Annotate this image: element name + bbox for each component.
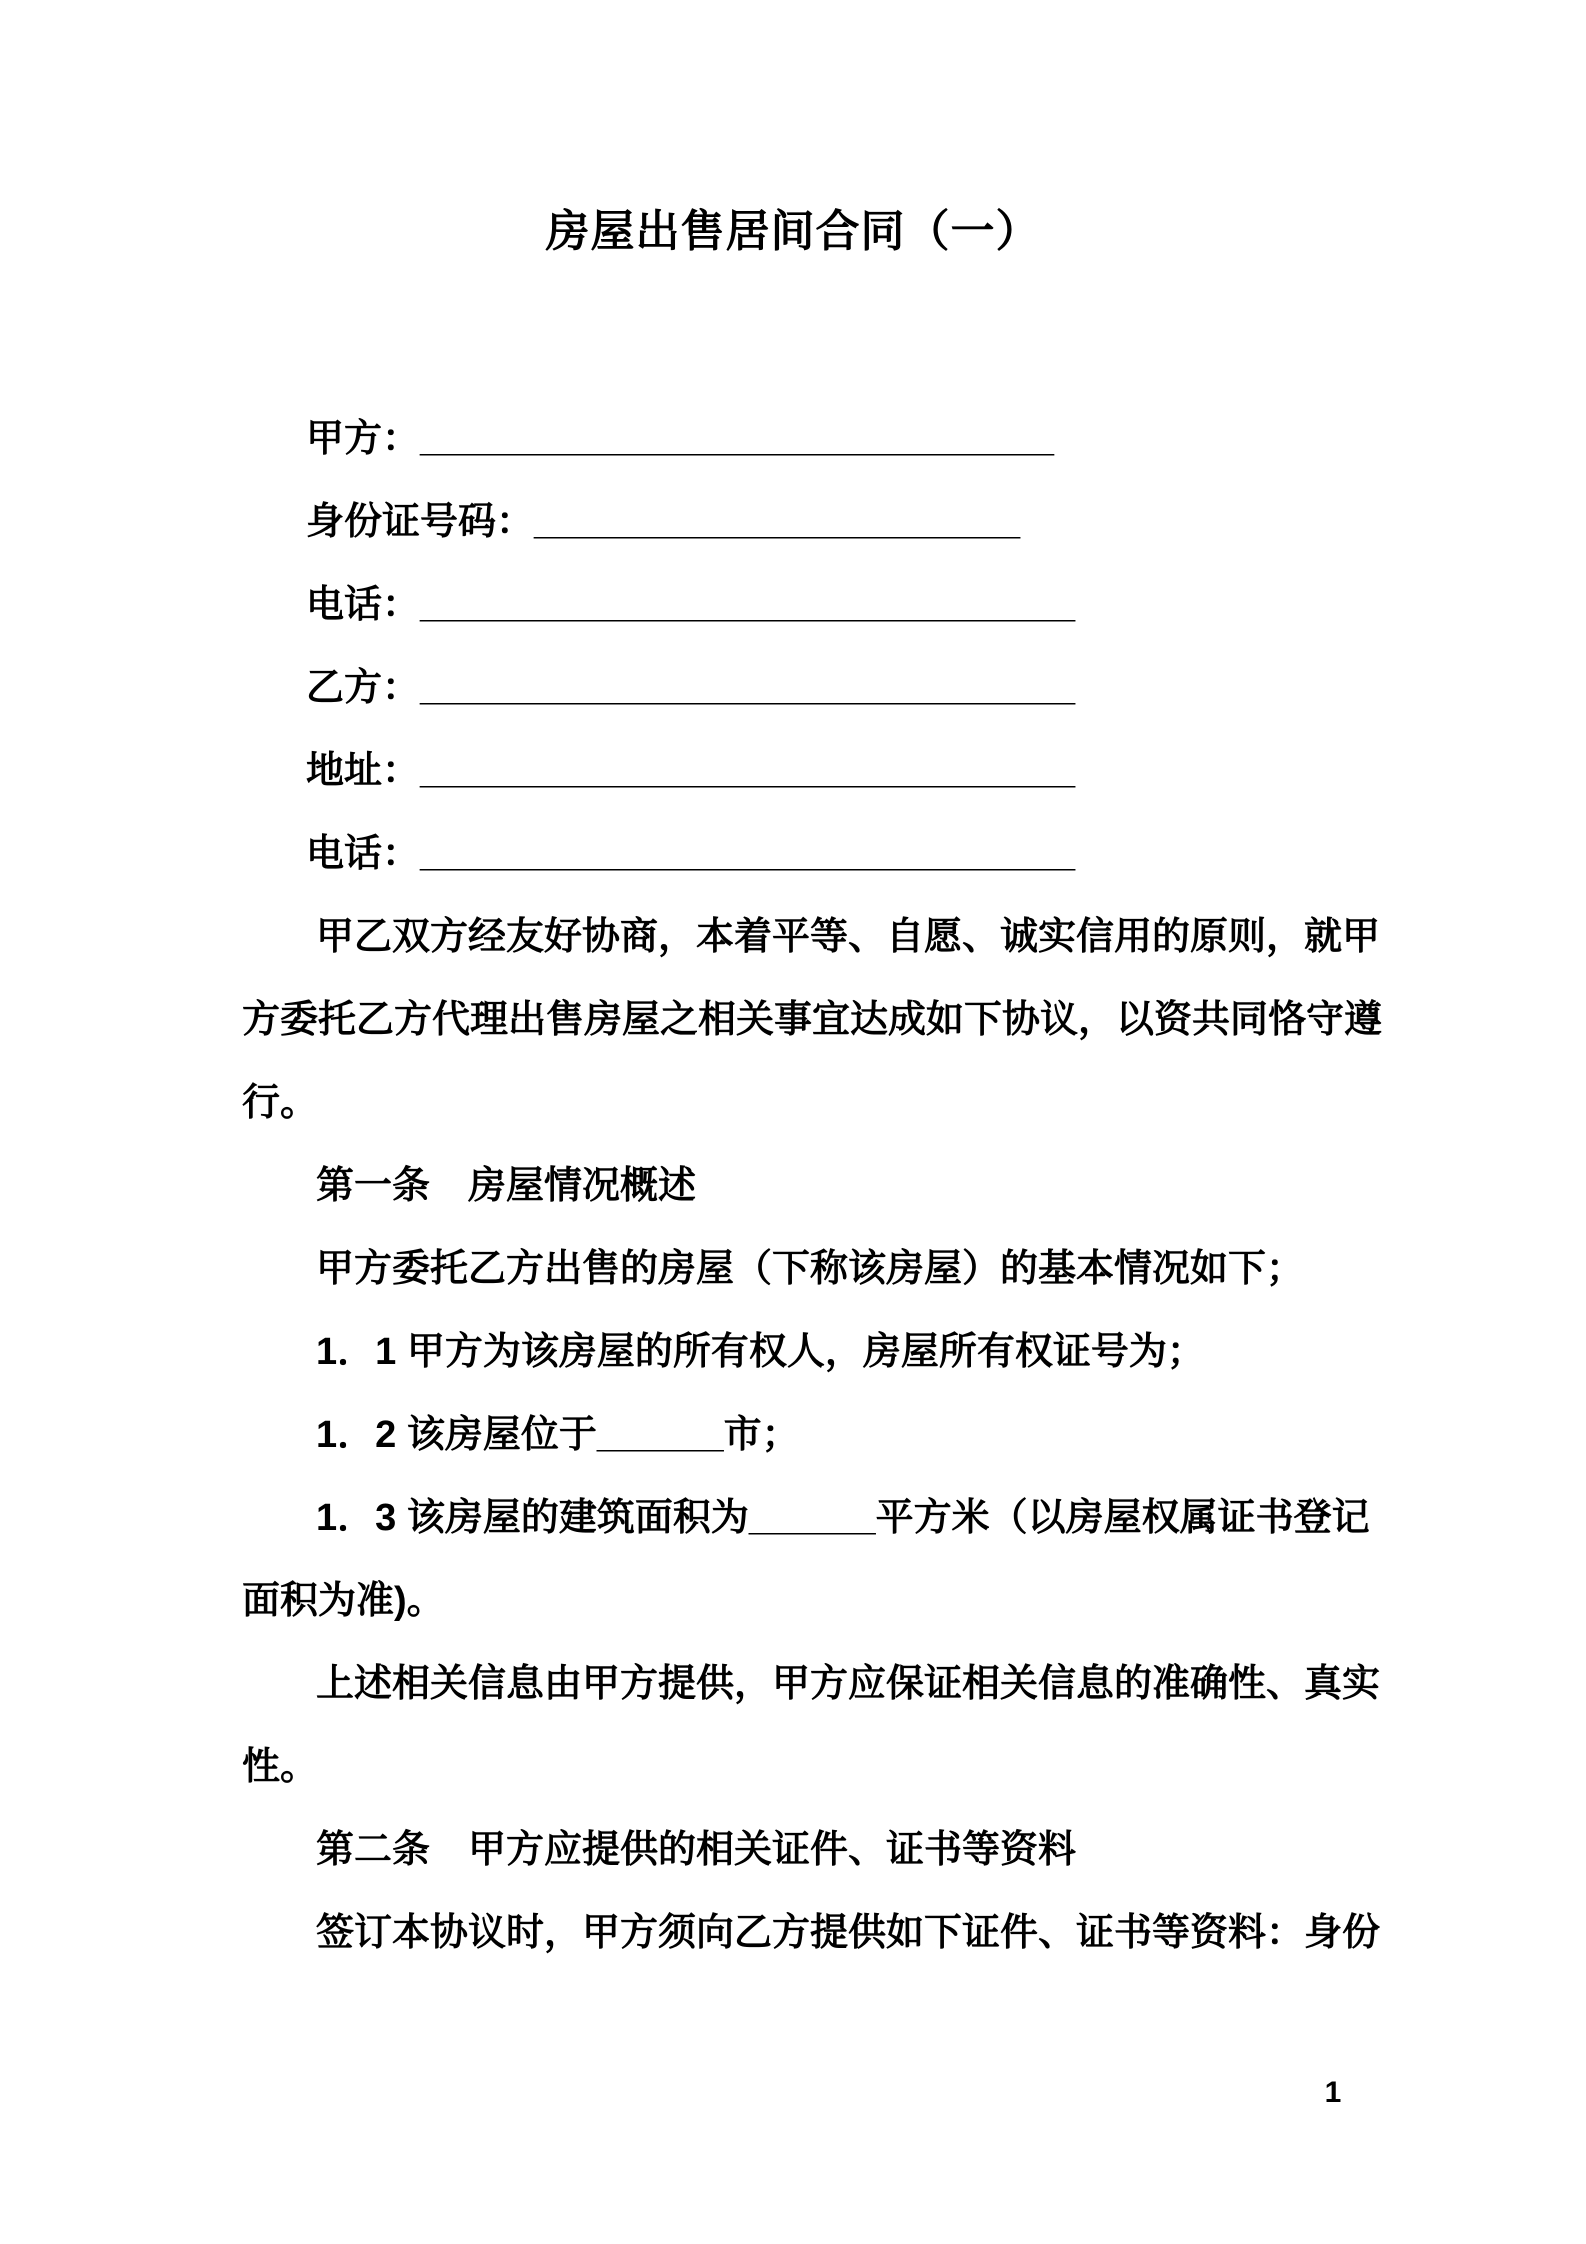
- body-line-clause-1-1: 1．1 甲方为该房屋的所有权人，房屋所有权证号为；: [316, 1331, 1205, 1373]
- body-line: 性。: [242, 1746, 319, 1788]
- body-line: 上述相关信息由甲方提供，甲方应保证相关信息的准确性、真实: [316, 1663, 1381, 1705]
- field-row-address: [242, 730, 1345, 813]
- field-row-party-a: [242, 398, 1345, 481]
- field-blank-party-b: _______________________________: [420, 667, 1076, 709]
- field-blank-address: _______________________________: [420, 750, 1076, 792]
- body-line: 方委托乙方代理出售房屋之相关事宜达成如下协议，以资共同恪守遵: [242, 999, 1383, 1041]
- field-label-id-number: 身份证号码：: [306, 501, 535, 543]
- contract-body: [242, 896, 1383, 1975]
- body-line: 甲方委托乙方出售的房屋（下称该房屋）的基本情况如下；: [316, 1248, 1305, 1290]
- field-row-id-number: [242, 481, 1345, 564]
- body-line: 签订本协议时，甲方须向乙方提供如下证件、证书等资料：身份: [316, 1912, 1381, 1954]
- section-heading-article-2: 第二条 甲方应提供的相关证件、证书等资料: [316, 1829, 1077, 1871]
- body-line: 面积为准)。: [242, 1580, 445, 1622]
- field-blank-id-number: _______________________: [534, 501, 1021, 543]
- body-line: 甲乙双方经友好协商，本着平等、自愿、诚实信用的原则，就甲: [316, 916, 1381, 958]
- field-row-party-b: [242, 647, 1345, 730]
- field-blank-phone-b: _______________________________: [420, 833, 1076, 875]
- page-number: 1: [1324, 2076, 1342, 2109]
- field-label-phone-a: 电话：: [306, 584, 421, 626]
- body-line: 行。: [242, 1082, 319, 1124]
- section-heading-article-1: 第一条 房屋情况概述: [316, 1165, 697, 1207]
- field-label-party-a: 甲方：: [306, 418, 421, 460]
- field-row-phone-b: [242, 813, 1345, 896]
- body-line-clause-1-3: 1．3 该房屋的建筑面积为______平方米（以房屋权属证书登记: [316, 1497, 1370, 1539]
- field-row-phone-a: [242, 564, 1345, 647]
- page-title: 房屋出售居间合同（一）: [545, 207, 1041, 256]
- field-label-party-b: 乙方：: [306, 667, 421, 709]
- field-blank-phone-a: _______________________________: [420, 584, 1076, 626]
- field-label-phone-b: 电话：: [306, 833, 421, 875]
- field-label-address: 地址：: [306, 750, 421, 792]
- party-info-section: [242, 398, 1345, 896]
- body-line-clause-1-2: 1．2 该房屋位于______市；: [316, 1414, 800, 1456]
- field-blank-party-a: ______________________________: [420, 418, 1055, 460]
